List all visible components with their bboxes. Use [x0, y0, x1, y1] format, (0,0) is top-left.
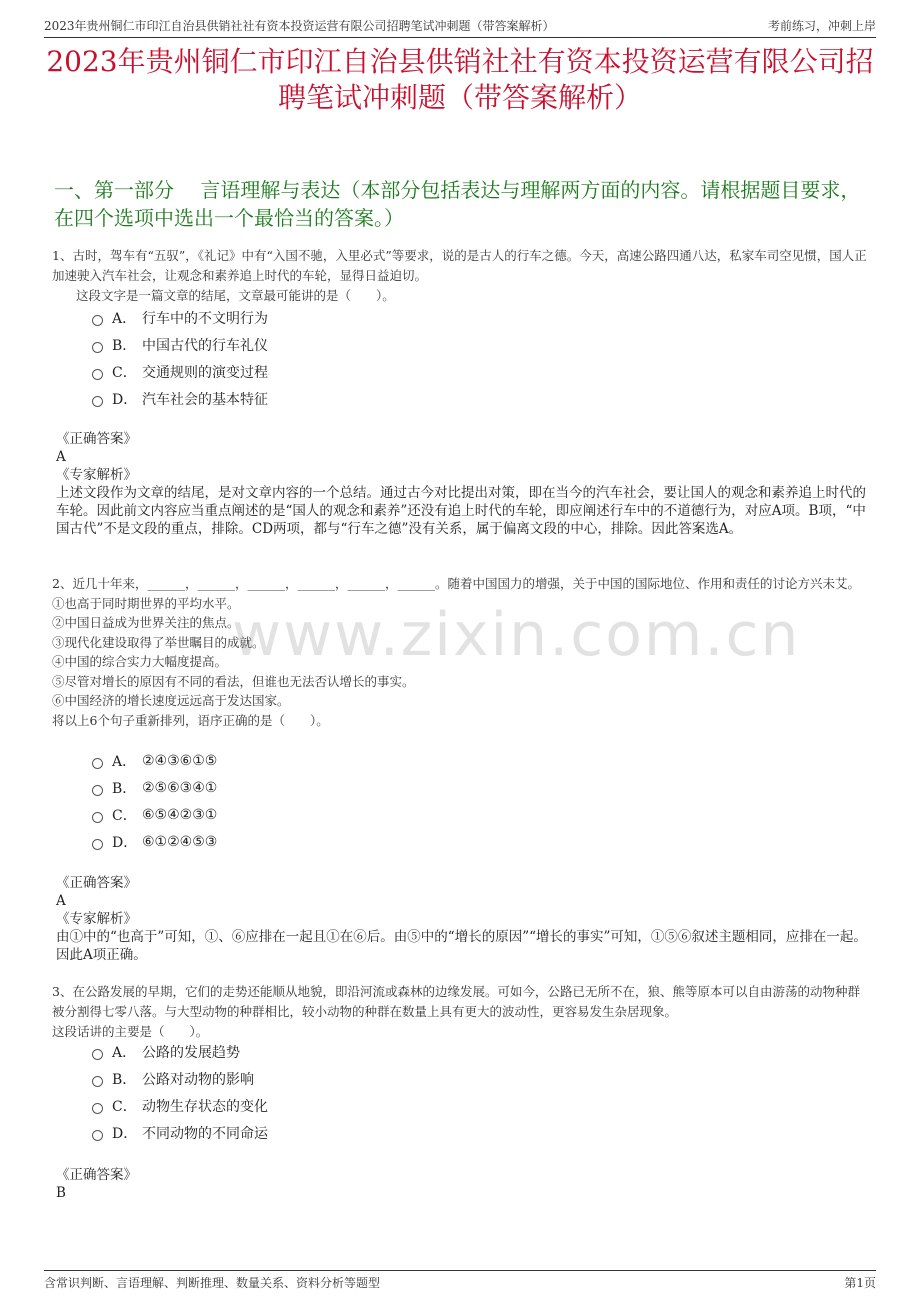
question-2-line-5: ⑤尽管对增长的原因有不同的看法，但谁也无法否认增长的事实。: [52, 673, 415, 689]
question-1-stem: 1、古时，驾车有“五驭”，《礼记》中有“入国不驰，入里必式”等要求，说的是古人的行车之德。今天，高速公路四通八达，私家车司空见惯，国人正加速驶入汽车社会，让观念和素养追上时代的车轮，显得日益迫切。: [52, 248, 867, 283]
question-2-option-b[interactable]: B． ②⑤⑥③④①: [92, 774, 217, 801]
radio-icon[interactable]: [92, 839, 103, 850]
question-3-prompt: 这段话讲的主要是（ ）。: [52, 1024, 209, 1039]
question-1-option-d[interactable]: D． 汽车社会的基本特征: [92, 385, 268, 412]
question-1-option-a[interactable]: A． 行车中的不文明行为: [92, 304, 268, 331]
page-number: 第1页: [844, 1276, 876, 1290]
question-2-answer-block: [56, 874, 870, 964]
answer-value: A: [56, 893, 66, 909]
question-1-options: [92, 304, 268, 412]
analysis-heading: 《专家解析》: [56, 911, 137, 927]
page-footer: [44, 1270, 876, 1291]
question-2-line-1: ①也高于同时期世界的平均水平。: [52, 595, 240, 611]
footer-note: 含常识判断、言语理解、判断推理、数量关系、资料分析等题型: [44, 1276, 381, 1290]
question-1-stem-block: [52, 246, 870, 306]
section-heading: 一、第一部分 言语理解与表达（本部分包括表达与理解两方面的内容。请根据题目要求，在四个选项中选出一个最恰当的答案。）: [54, 178, 861, 230]
question-2-line-6: ⑥中国经济的增长速度远远高于发达国家。: [52, 693, 290, 708]
radio-icon[interactable]: [92, 1049, 103, 1060]
question-3-option-c[interactable]: C． 动物生存状态的变化: [92, 1092, 268, 1119]
document-title: 2023年贵州铜仁市印江自治县供销社社有资本投资运营有限公司招聘笔试冲刺题（带答案解析）: [46, 45, 874, 114]
question-2-prompt: 将以上6个句子重新排列，语序正确的是（ ）。: [52, 712, 329, 728]
radio-icon[interactable]: [92, 1103, 103, 1114]
analysis-heading: 《专家解析》: [56, 467, 137, 483]
header-slogan: 考前练习，冲刺上岸: [767, 19, 876, 33]
question-2-option-a[interactable]: A． ②④③⑥①⑤: [92, 747, 217, 774]
question-3-options: [92, 1038, 268, 1146]
question-3-stem: 3、在公路发展的早期，它们的走势还能顺从地貌，即沿河流或森林的边缘发展。可如今，公路已无所不在，狼、熊等原本可以自由游荡的动物种群被分割得七零八落。与大型动物的种群相比，较小动物的种群在数量上具有更大的波动性，更容易发生杂居现象。: [52, 984, 860, 1019]
question-3-answer-block: [56, 1166, 870, 1202]
answer-value: B: [56, 1185, 66, 1201]
question-2-line-3: ③现代化建设取得了举世瞩目的成就。: [52, 634, 265, 650]
question-3-stem-block: [52, 982, 870, 1042]
question-1-option-b[interactable]: B． 中国古代的行车礼仪: [92, 331, 268, 358]
question-2-option-d[interactable]: D． ⑥①②④⑤③: [92, 828, 217, 855]
radio-icon[interactable]: [92, 315, 103, 326]
radio-icon[interactable]: [92, 342, 103, 353]
question-1-prompt: 这段文字是一篇文章的结尾，文章最可能讲的是（ ）。: [76, 288, 395, 303]
answer-heading: 《正确答案》: [56, 1167, 137, 1183]
question-3-option-d[interactable]: D． 不同动物的不同命运: [92, 1119, 268, 1146]
question-1-option-c[interactable]: C． 交通规则的演变过程: [92, 358, 268, 385]
question-1-answer-block: [56, 430, 870, 538]
question-2-options: [92, 747, 217, 855]
answer-heading: 《正确答案》: [56, 875, 137, 891]
radio-icon[interactable]: [92, 1076, 103, 1087]
question-2-option-c[interactable]: C． ⑥⑤④②③①: [92, 801, 217, 828]
radio-icon[interactable]: [92, 1130, 103, 1141]
analysis-text: 上述文段作为文章的结尾，是对文章内容的一个总结。通过古今对比提出对策，即在当今的汽车社会，要让国人的观念和素养追上时代的车轮。因此前文内容应当重点阐述的是“国人的观念和素养”还没有追上时代的车轮，即应阐述行车中的不道德行为，对应A项。B项，“中国古代”不是文段的重点，排除。CD两项，都与“行车之德”没有关系，属于偏离文段的中心，排除。因此答案选A。: [56, 485, 866, 537]
question-3-option-b[interactable]: B． 公路对动物的影响: [92, 1065, 268, 1092]
question-2-line-4: ④中国的综合实力大幅度提高。: [52, 654, 228, 669]
question-2-line-2: ②中国日益成为世界关注的焦点。: [52, 615, 240, 630]
question-2-stem: 2、近几十年来，______，______，______，______，______，______。随着中国国力的增强，关于中国的国际地位、作用和责任的讨论方兴未艾。: [52, 576, 860, 591]
radio-icon[interactable]: [92, 812, 103, 823]
radio-icon[interactable]: [92, 758, 103, 769]
answer-value: A: [56, 449, 66, 465]
question-3-option-a[interactable]: A． 公路的发展趋势: [92, 1038, 268, 1065]
radio-icon[interactable]: [92, 785, 103, 796]
header-doc-title: 2023年贵州铜仁市印江自治县供销社社有资本投资运营有限公司招聘笔试冲刺题（带答案解析）: [44, 19, 555, 33]
radio-icon[interactable]: [92, 396, 103, 407]
watermark: www.zixin.com.cn: [232, 600, 801, 670]
analysis-text: 由①中的“也高于”可知，①、⑥应排在一起且①在⑥后。由⑤中的“增长的原因”“增长的事实”可知，①⑤⑥叙述主题相同，应排在一起。因此A项正确。: [56, 929, 867, 963]
radio-icon[interactable]: [92, 369, 103, 380]
page-header: [44, 12, 876, 38]
answer-heading: 《正确答案》: [56, 431, 137, 447]
